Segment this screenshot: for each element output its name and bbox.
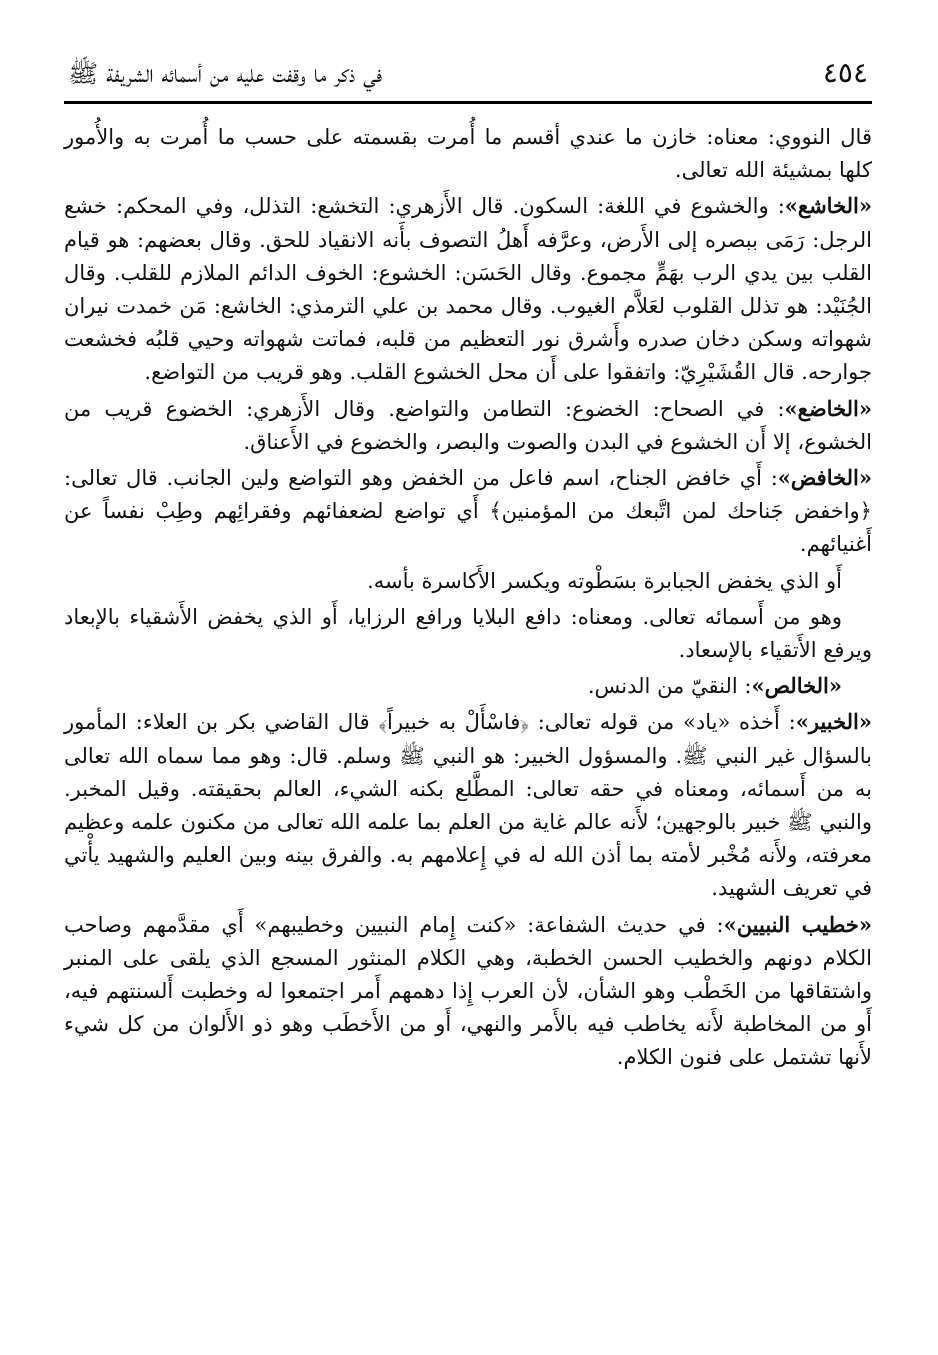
paragraph	[64, 908, 872, 1075]
header-rule	[64, 101, 872, 104]
entry-term: «الخافض»	[777, 465, 872, 491]
paragraph-text: وهو من أَسمائه تعالى. ومعناه: دافع البلايا ورافع الرزايا، أَو الذي يخفض الأَشقياء بالإبعاد ويرفع الأَتقياء بالإسعاد.	[64, 604, 872, 663]
paragraph-text: : أَي خافض الجناح، اسم فاعل من الخفض وهو التواضع ولين الجانب. قال تعالى: ﴿واخفض جَناحك لمن اتَّبعك من المؤمنين﴾ أَي تواضع لضعفائهم وفقرائِهم وطِبْ نفساً عن أَغنيائهم.	[64, 466, 872, 557]
paragraph-text: : في حديث الشفاعة: «كنت إِمام النبيين وخطيبهم» أَي مقدَّمهم وصاحب الكلام دونهم والخطيب الحسن الخطبة، وهي الكلام المنثور المسجع الذي يلقى على المنبر واشتقاقها من الخَطْب وهو الشأن، لأن العرب إِذا دهمهم أَمر اجتمعوا له وخطبت أَلسنتهم فيه، أَو من المخاطبة لأَنه يخاطب فيه بالأَمر والنهي، أَو من الأَخطَب وهو ذو الأَلوان من كل شيء لأَنها تشتمل على فنون الكلام.	[64, 912, 872, 1070]
entry-term: «الخبير»	[795, 709, 872, 735]
paragraph	[64, 189, 872, 389]
running-title: في ذكر ما وقفت عليه من أسمائه الشريفة ﷺ	[68, 59, 383, 88]
paragraph	[64, 461, 872, 562]
paragraph	[64, 669, 872, 703]
paragraph-text: أَو الذي يخفض الجبابرة بسَطْوته ويكسر الأَكاسرة بأسه.	[367, 568, 842, 593]
body-text	[64, 120, 872, 1075]
entry-term: «الخاضع»	[784, 395, 872, 421]
paragraph	[64, 705, 872, 905]
page-header	[64, 56, 872, 101]
page-number: ٤٥٤	[822, 56, 868, 89]
paragraph	[64, 392, 872, 459]
paragraph-text: : النقيّ من الدنس.	[587, 674, 752, 699]
paragraph	[64, 120, 872, 187]
entry-term: «الخالص»	[751, 673, 842, 699]
entry-term: «الخاشع»	[784, 193, 872, 219]
paragraph	[64, 600, 872, 667]
paragraph-text: : في الصحاح: الخضوع: التطامن والتواضع. وقال الأَزهري: الخضوع قريب من الخشوع، إلا أَن الخشوع في البدن والصوت والبصر، والخضوع في الأَعناق.	[64, 396, 872, 454]
entry-term: «خطيب النبيين»	[723, 911, 872, 937]
paragraph-text: : والخشوع في اللغة: السكون. قال الأَزهري: التخشع: التذلل، وفي المحكم: خشع الرجل: رَمَى ببصره إلى الأَرض، وعرَّفه أَهلُ التصوف بأَنه الانقياد للحق. وقال بعضهم: هو قيام القلب بين يدي الرب بهَمٍّ مجموع. وقال الحَسَن: الخشوع: الخوف الدائم الملازم للقلب. وقال الجُنَيْد: هو تذلل القلوب لعَلاَّم الغيوب. وقال محمد بن علي الترمذي: الخاشع: مَن خمدت نيران شهواته وسكن دخان صدره وأَشرق نور التعظيم من قلبه، فماتت شهواته وحيي قلبُه فخشعت جوارحه. قال القُشَيْرِيّ: واتفقوا على أَن محل الخشوع القلب. وهو قريب من التواضع.	[64, 194, 872, 385]
paragraph	[64, 564, 872, 598]
paragraph-text: قال النووي: معناه: خازن ما عندي أقسم ما أُمرت بقسمته على حسب ما أُمرت به والأُمور كلها بمشيئة الله تعالى.	[64, 125, 872, 183]
paragraph-text: : أَخذه «ياد» من قوله تعالى: ﴿فاسْأَلْ به خبيراً﴾ قال القاضي بكر بن العلاء: المأمور بالسؤال غير النبي ﷺ. والمسؤول الخبير: هو النبي ﷺ وسلم. قال: وهو مما سماه الله تعالى به من أَسمائه، ومعناه في حقه تعالى: المطَّلع بكنه الشيء، العالم بحقيقته. وقيل المخبر. والنبي ﷺ خبير بالوجهين؛ لأَنه عالم غاية من العلم بما علمه الله تعالى من مكنون علمه وعظيم معرفته، ولأَنه مُخْبر لأمته بما أذن الله له في إِعلامهم به. والفرق بينه وبين العليم والشهيد يأْتي في تعريف الشهيد.	[64, 710, 872, 901]
